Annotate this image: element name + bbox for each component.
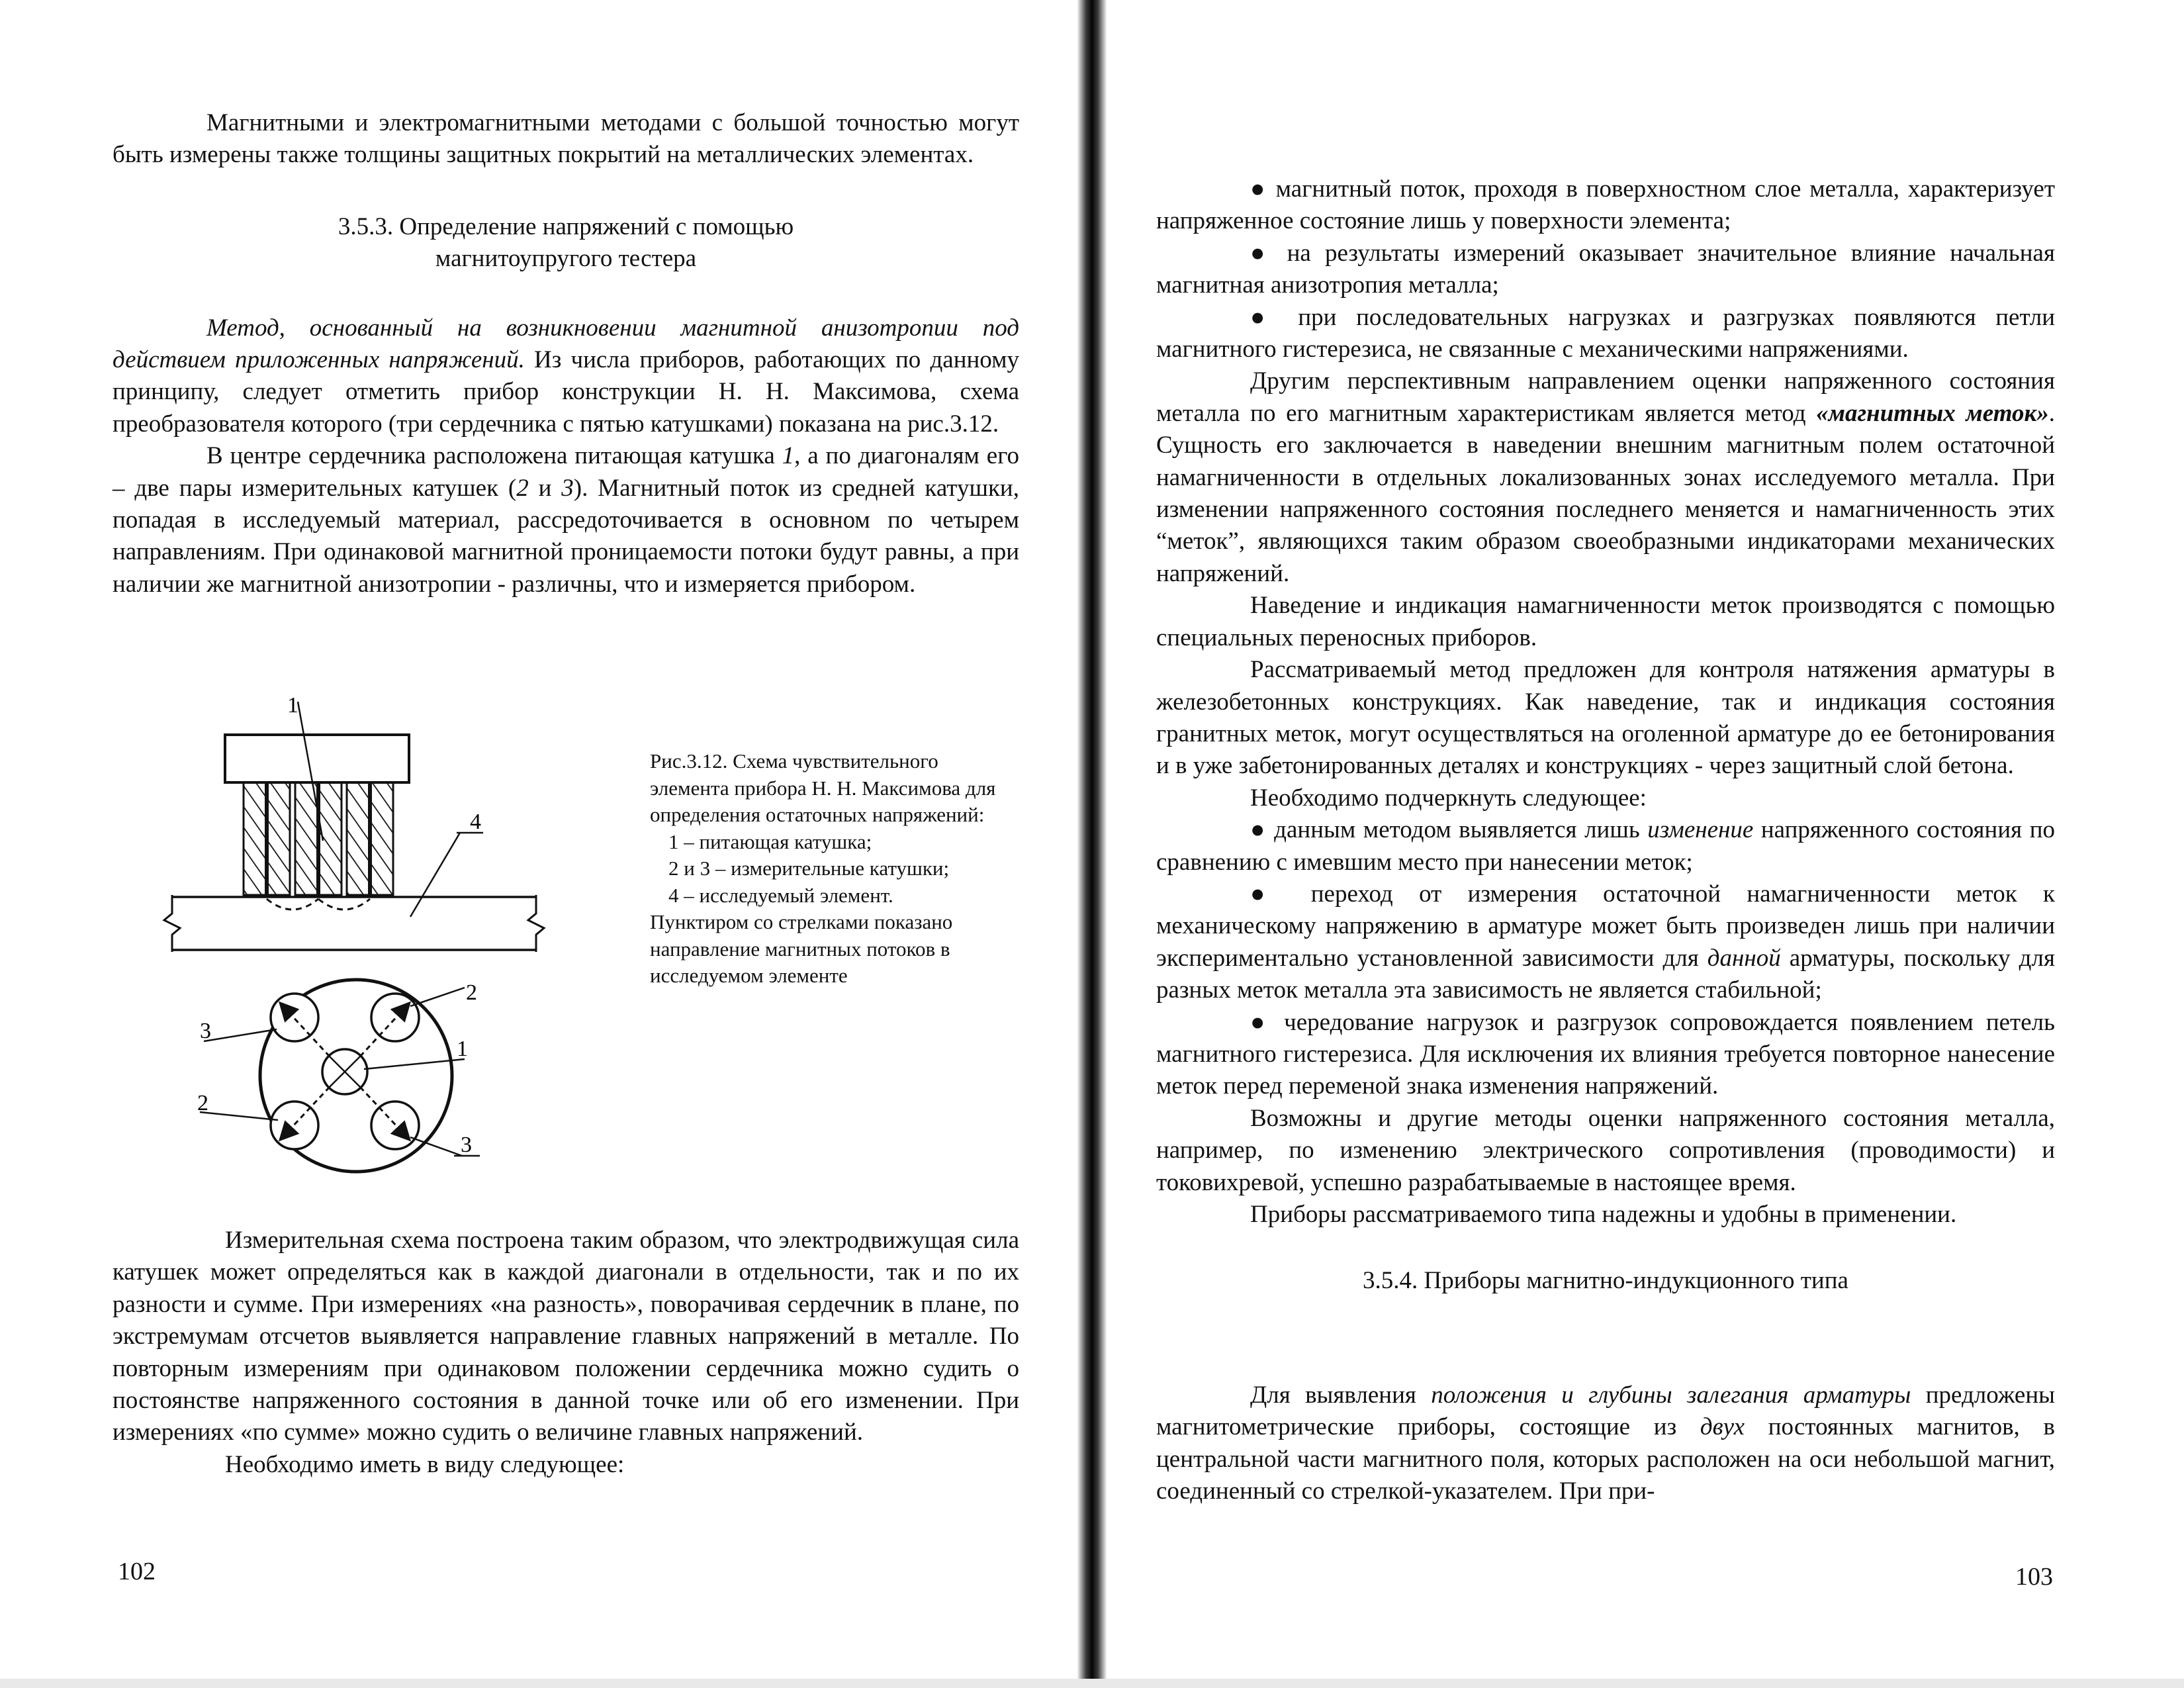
method-rest-text: Из числа приборов, работающих по данному принципу, следует отметить прибор конструкции Н. Н. Максимова, схема преобразователя которого (три сердечника с пятью катушками) показана на рис.3.12. bbox=[113, 346, 1019, 438]
caption-item-2: 2 и 3 – измерительные катушки; bbox=[668, 857, 950, 880]
coil-number-1: 1 bbox=[782, 442, 795, 470]
position-emphasis-2: двух bbox=[1700, 1413, 1745, 1441]
bullet-experimental-dependence bbox=[1156, 878, 2055, 1007]
figure-label-3-right: 3 bbox=[461, 1133, 472, 1157]
left-paragraph-method bbox=[113, 312, 1019, 441]
left-text-top bbox=[113, 107, 1019, 600]
bullet4-text-b: напряженного состояния по сравнению с имевшим место при нанесении меток; bbox=[1156, 816, 2055, 876]
bullet5-text-b: арматуры, поскольку для разных меток металла эта зависимость не является стабильной; bbox=[1156, 944, 2055, 1004]
coils-text-a: В центре сердечника расположена питающая катушка bbox=[206, 442, 782, 470]
bullet-alternating-loads: ● чередование нагрузок и разгрузок сопровождается появлением петель магнитного гистерезиса. Для исключения их влияния требуется повторное нанесение меток перед переменой знака изменения напряжений. bbox=[1156, 1007, 2055, 1103]
marks-emphasis: «магнитных меток» bbox=[1816, 399, 2049, 427]
left-text-bottom bbox=[113, 1225, 1019, 1481]
bullet5-emphasis: данной bbox=[1707, 944, 1781, 972]
bullet5-text-a: переход от измерения остаточной намагниченности меток к механическому напряжению в арматуре может быть произведен лишь при наличии экспериментально установленной зависимости для bbox=[1156, 880, 2055, 972]
bullet-hysteresis-loops: ● при последовательных нагрузках и разгрузках появляются петли магнитного гистерезиса, не связанные с механическими напряжениями. bbox=[1156, 302, 2055, 366]
figure-label-3-left: 3 bbox=[200, 1019, 211, 1043]
left-paragraph-measuring-scheme: Измерительная схема построена таким образом, что электродвижущая сила катушек может определяться как в каждой диагонали в отдельности, так и по их разности и сумме. При измерениях «на разность», поворачивая сердечник в плане, по экстремумам отсчетов выявляется направление главных напряжений в металле. По повторным измерениям при одинаковом положении сердечника можно судить о постоянстве напряженного состояния в данной точке или об его изменении. При измерениях «по сумме» можно судить о величине главных напряжений. bbox=[113, 1227, 1019, 1446]
method-italic-phrase: Метод, основанный на возникновении магнитной анизотропии под действием приложенных напряжений. bbox=[113, 314, 1019, 374]
page-number-left: 102 bbox=[118, 1558, 156, 1585]
core-top-plate bbox=[225, 735, 409, 782]
caption-item-3: 4 – исследуемый элемент. bbox=[668, 883, 893, 907]
coils-text-c: ). Магнитный поток из средней катушки, попадая в исследуемый материал, рассредоточивается в основном по четырем направлениям. При одинаковой магнитной проницаемости потоки будут равны, а при наличии же магнитной анизотропии - различны, что и измеряется прибором. bbox=[113, 474, 1019, 598]
caption-title: Рис.3.12. Схема чувствительного элемента прибора Н. Н. Максимова для определения остаточных напряжений: bbox=[650, 749, 996, 826]
plan-coil-top-left bbox=[271, 994, 318, 1041]
position-text-b: предложены магнитометрические приборы, состоящие из bbox=[1156, 1381, 2055, 1441]
right-page bbox=[1107, 0, 2184, 1679]
figure-label-2-left: 2 bbox=[197, 1091, 208, 1115]
section-heading-353-line2: магнитоупругого тестера bbox=[435, 245, 697, 273]
plan-coil-top-right bbox=[371, 994, 419, 1041]
right-paragraph-reliable: Приборы рассматриваемого типа надежны и удобны в применении. bbox=[1250, 1201, 1957, 1228]
position-text-c: постоянных магнитов, в центральной части магнитного поля, которых расположен на оси небольшой магнит, соединенный со стрелкой-указателем. При при- bbox=[1156, 1413, 2055, 1505]
section-heading-353-line1: 3.5.3. Определение напряжений с помощью bbox=[338, 212, 794, 240]
caption-note: Пунктиром со стрелками показано направление магнитных потоков в исследуемом элементе bbox=[650, 910, 953, 987]
coil-number-3: 3 bbox=[561, 474, 574, 502]
right-paragraph-emphasize: Необходимо подчеркнуть следующее: bbox=[1250, 784, 1647, 812]
figure-label-1-plan: 1 bbox=[457, 1037, 468, 1061]
book-gutter bbox=[1077, 0, 1107, 1688]
position-emphasis-1: положения и глубины залегания арматуры bbox=[1431, 1381, 1911, 1409]
coils-text-b: , а по диагоналям его – две пары измерительных катушек ( bbox=[113, 442, 1019, 502]
bullet-initial-anisotropy: ● на результаты измерений оказывает значительное влияние начальная магнитная анизотропия металла; bbox=[1156, 238, 2055, 302]
marks-text-a: Другим перспективным направлением оценки напряженного состояния металла по его магнитным характеристикам является метод bbox=[1156, 367, 2055, 427]
figure-caption bbox=[650, 748, 1021, 990]
left-paragraph-coils bbox=[113, 440, 1019, 600]
bullet-surface-flux: ● магнитный поток, проходя в поверхностном слое металла, характеризует напряженное состояние лишь у поверхности элемента; bbox=[1156, 173, 2055, 238]
right-paragraph-other-methods: Возможны и другие методы оценки напряженного состояния металла, например, по изменению электрического сопротивления (проводимости) и токовихревой, успешно разрабатываемые в настоящее время. bbox=[1156, 1104, 2055, 1196]
right-paragraph-rebar-position bbox=[1156, 1380, 2055, 1508]
right-text-top bbox=[1156, 173, 2055, 1507]
section-heading-354: 3.5.4. Приборы магнитно-индукционного типа bbox=[1363, 1267, 1848, 1295]
coil-number-2: 2 bbox=[516, 474, 529, 502]
bullet4-text-a: данным методом выявляется лишь bbox=[1274, 816, 1648, 844]
coils-text-and: и bbox=[528, 474, 562, 502]
left-page bbox=[0, 0, 1077, 1679]
right-paragraph-induction: Наведение и индикация намагниченности меток производятся с помощью специальных переносных приборов. bbox=[1156, 592, 2055, 651]
plan-coil-bottom-right bbox=[371, 1102, 419, 1149]
right-paragraph-magnetic-marks bbox=[1156, 365, 2055, 590]
plan-coil-bottom-left bbox=[271, 1102, 318, 1149]
right-paragraph-rebar-control: Рассматриваемый метод предложен для контроля натяжения арматуры в железобетонных конструкциях. Как наведение, так и индикация состояния гранитных меток, могут осуществляться на оголенной арматуре до ее бетонирования и в уже забетонированных деталях и конструкциях - через защитный слой бетона. bbox=[1156, 656, 2055, 780]
page-bottom-edge bbox=[0, 1679, 2184, 1688]
bullet-only-change bbox=[1156, 814, 2055, 878]
figure-label-1-top: 1 bbox=[287, 693, 298, 718]
figure-label-2-right: 2 bbox=[466, 980, 477, 1005]
left-intro-paragraph: Магнитными и электромагнитными методами с большой точностью могут быть измерены также толщины защитных покрытий на металлических элементах. bbox=[113, 109, 1019, 169]
left-paragraph-keep-in-mind: Необходимо иметь в виду следующее: bbox=[225, 1450, 625, 1478]
marks-text-b: . Сущность его заключается в наведении внешним магнитным полем остаточной намагниченности в отдельных локализованных зонах исследуемого металла. При изменении напряженного состояния последнего меняется и намагниченность этих “меток”, являющихся таким образом своеобразными индикаторами механических напряжений. bbox=[1156, 399, 2055, 587]
page-number-right: 103 bbox=[2015, 1563, 2053, 1591]
bullet4-emphasis: изменение bbox=[1647, 816, 1754, 844]
position-text-a: Для выявления bbox=[1250, 1381, 1432, 1409]
figure-3-12-diagram bbox=[146, 688, 609, 1178]
caption-item-1: 1 – питающая катушка; bbox=[668, 829, 872, 853]
figure-label-4: 4 bbox=[470, 810, 481, 834]
